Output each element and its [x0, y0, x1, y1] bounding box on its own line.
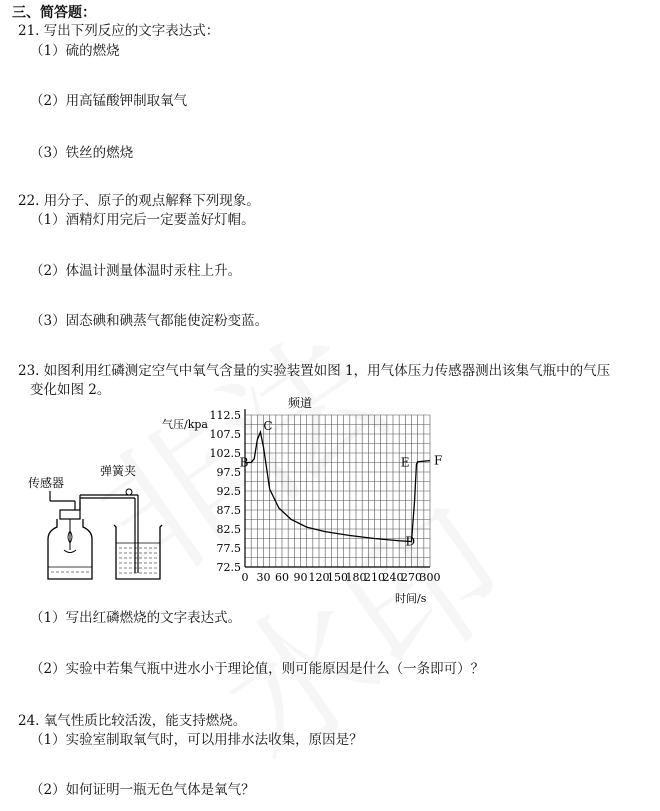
- y-tick-label: 102.5: [209, 447, 241, 460]
- sensor-label: 传感器: [28, 476, 65, 490]
- point-label-c: C: [263, 419, 273, 434]
- y-tick-label: 92.5: [216, 485, 241, 498]
- y-tick-label: 82.5: [216, 523, 241, 536]
- q24-item-1: （1）实验室制取氧气时，可以用排水法收集，原因是？: [30, 732, 363, 748]
- point-label-b: B: [239, 455, 249, 470]
- q23-stem-line1: 23. 如图利用红磷测定空气中氧气含量的实验装置如图 1，用气体压力传感器测出该集气瓶中的气压: [18, 363, 611, 379]
- x-tick-label: 90: [293, 571, 308, 584]
- q21-stem: 21. 写出下列反应的文字表达式：: [18, 23, 220, 39]
- x-tick-label: 210: [364, 571, 385, 584]
- q23-item-2: （2）实验中若集气瓶中进水小于理论值，则可能原因是什么（一条即可）？: [30, 661, 485, 677]
- x-tick-label: 270: [401, 571, 422, 584]
- chart-x-axis-label: 时间/s: [395, 592, 427, 605]
- q22-item-3: （3）固态碘和碘蒸气都能使淀粉变蓝。: [30, 313, 269, 329]
- x-tick-label: 180: [345, 571, 367, 584]
- point-label-e: E: [400, 455, 410, 470]
- y-tick-label: 77.5: [216, 542, 241, 555]
- spring-clip: [126, 489, 132, 495]
- clamp-label: 弹簧夹: [100, 464, 137, 478]
- q21-item-3: （3）铁丝的燃烧: [30, 145, 134, 161]
- q22-item-1: （1）酒精灯用完后一定要盖好灯帽。: [30, 212, 255, 228]
- chart-y-axis-label: 气压/kpa: [162, 418, 208, 431]
- apparatus-figure: [20, 455, 170, 590]
- q21-item-1: （1）硫的燃烧: [30, 43, 120, 59]
- pressure-chart: [160, 395, 480, 610]
- y-tick-label: 72.5: [216, 561, 241, 574]
- y-tick-label: 97.5: [216, 466, 241, 479]
- x-tick-label: 60: [275, 571, 289, 584]
- x-tick-label: 300: [419, 571, 441, 584]
- q23-item-1: （1）写出红磷燃烧的文字表达式。: [30, 610, 242, 626]
- bottle-stopper: [60, 510, 80, 519]
- q22-stem: 22. 用分子、原子的观点解释下列现象。: [18, 193, 260, 209]
- x-tick-label: 150: [327, 571, 348, 584]
- point-label-d: D: [405, 534, 416, 549]
- y-tick-label: 87.5: [216, 504, 241, 517]
- q24-stem: 24. 氧气性质比较活泼，能支持燃烧。: [18, 713, 247, 729]
- q23-stem-line2: 变化如图 2。: [30, 382, 111, 398]
- q24-item-2: （2）如何证明一瓶无色气体是氧气？: [30, 782, 255, 798]
- x-tick-label: 30: [256, 571, 271, 584]
- y-tick-label: 107.5: [209, 428, 241, 441]
- section-title: 三、简答题：: [12, 5, 96, 21]
- x-tick-label: 120: [308, 571, 330, 584]
- chart-title: 频道: [288, 396, 313, 410]
- x-tick-label: 240: [382, 571, 404, 584]
- q22-item-2: （2）体温计测量体温时汞柱上升。: [30, 263, 242, 279]
- x-tick-label: 0: [241, 571, 249, 584]
- point-label-f: F: [434, 453, 443, 468]
- y-tick-label: 112.5: [209, 409, 241, 422]
- q21-item-2: （2）用高锰酸钾制取氧气: [30, 93, 188, 109]
